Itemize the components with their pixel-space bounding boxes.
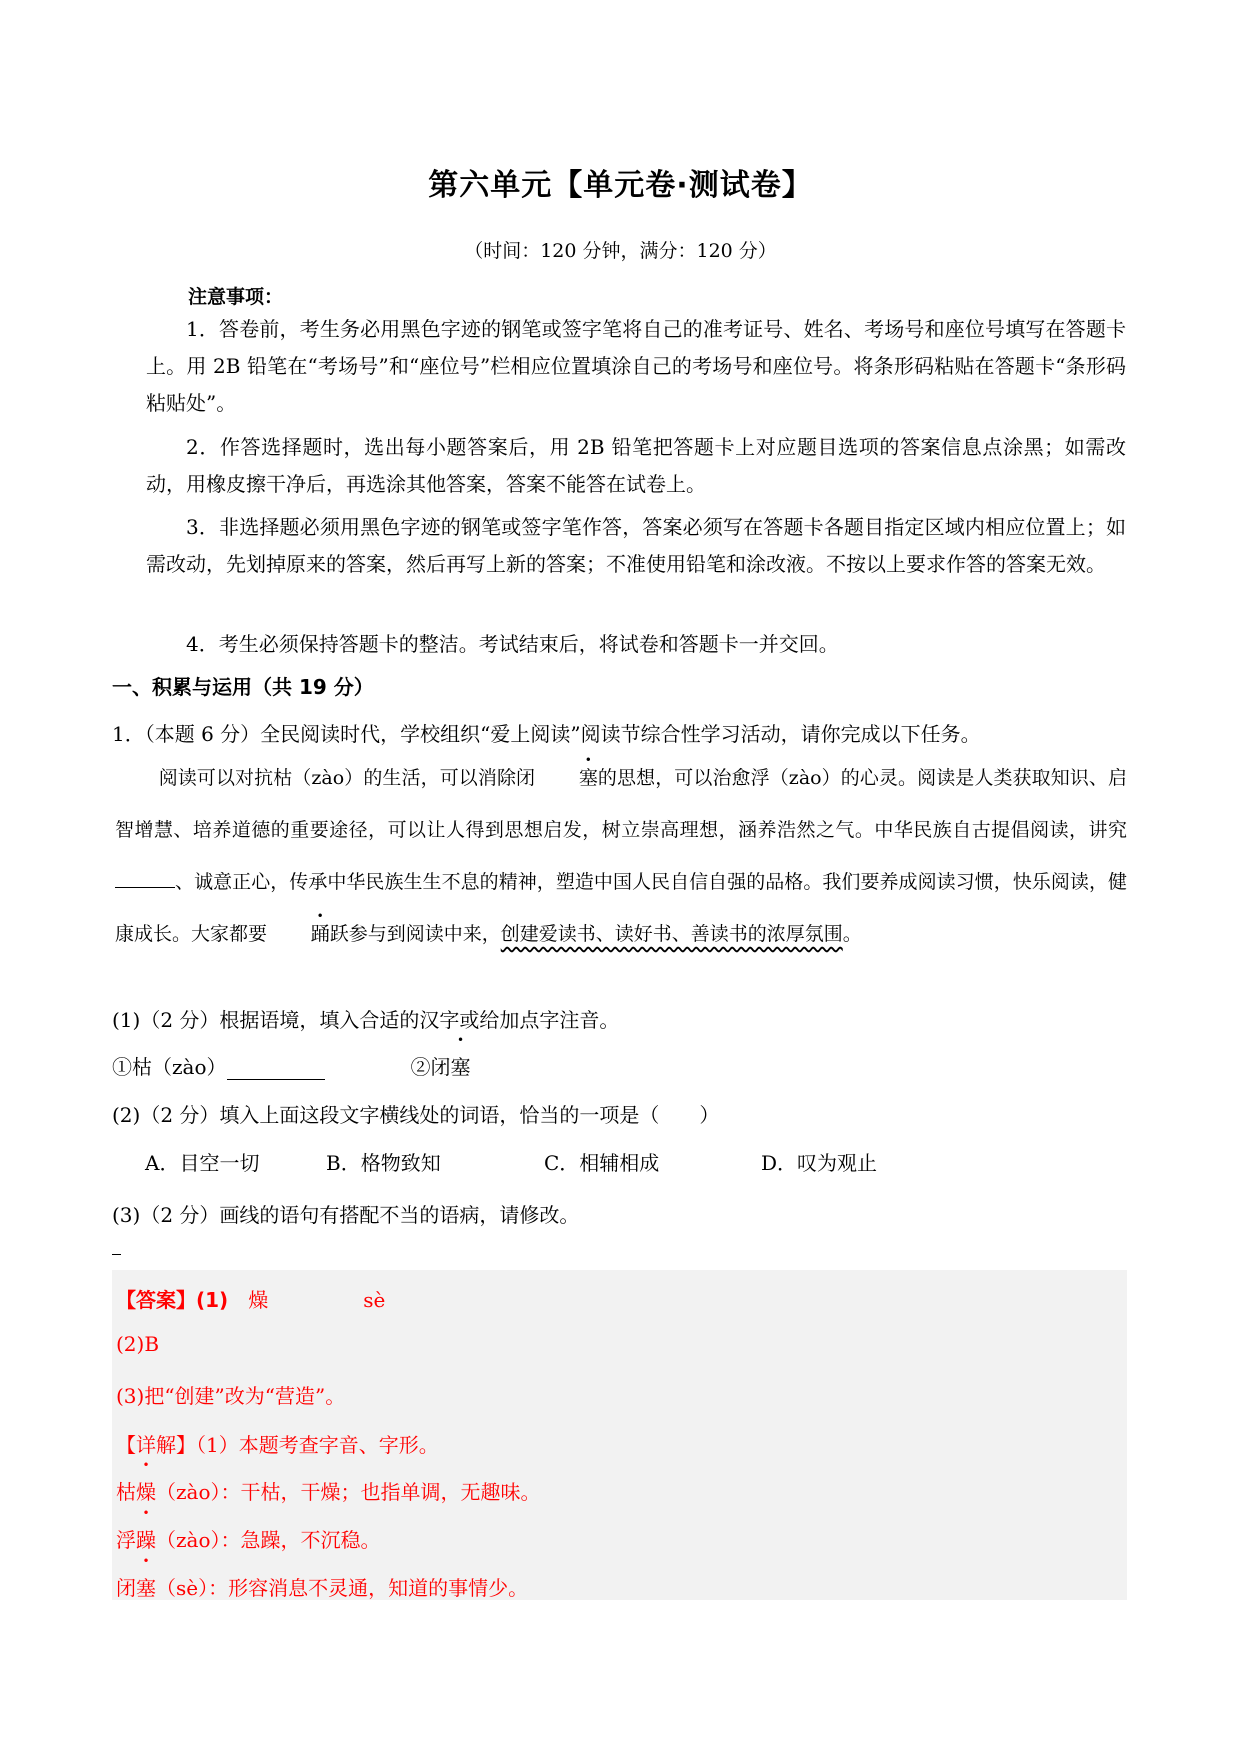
answer-label: 【答案】	[116, 1288, 196, 1312]
question-1-stem: 1．（本题 6 分）全民阅读时代，学校组织“爱上阅读”阅读节综合性学习活动，请你完成以下任务。	[112, 722, 981, 746]
dotted-char: 躁	[136, 1528, 156, 1552]
entry-text: （zào）：急躁，不沉稳。	[156, 1528, 381, 1552]
answer-line-3: (3)把“创建”改为“营造”。	[116, 1384, 346, 1408]
answer-line-1	[116, 1284, 385, 1313]
detail-entry	[116, 1572, 528, 1601]
passage-text: 、诚意正心，传承中华民族生生不息的精神，塑造中国人民自信自强的品格。我们要养成阅读习惯，快乐阅读，健康成长。大家都要	[115, 871, 1127, 945]
choice-a: A．目空一切	[145, 1151, 260, 1175]
detail-line	[116, 1429, 439, 1458]
entry-char: 浮	[116, 1528, 136, 1552]
divider-mark	[112, 1254, 121, 1255]
exam-time-info: （时间：120 分钟，满分：120 分）	[464, 240, 777, 262]
answer-number: (1)	[196, 1288, 229, 1312]
choice-b: B．格物致知	[326, 1151, 441, 1175]
detail-label: 【详解】	[116, 1433, 196, 1457]
notice-item-4: 4．考生必须保持答题卡的整洁。考试结束后，将试卷和答题卡一并交回。	[186, 632, 839, 656]
entry-char: 闭	[116, 1576, 136, 1600]
answer-line-2: (2)B	[116, 1332, 160, 1356]
notice-item-3: 3．非选择题必须用黑色字迹的钢笔或签字笔作答，答案必须写在答题卡各题目指定区域内相应位置上；如需改动，先划掉原来的答案，然后再写上新的答案；不准使用铅笔和涂改液。不按以上要求作答的答案无效。	[146, 515, 1126, 576]
detail-entry	[116, 1476, 541, 1505]
choice-list	[145, 1147, 1045, 1177]
notice-item-2: 2．作答选择题时，选出每小题答案后，用 2B 铅笔把答题卡上对应题目选项的答案信息点涂黑；如需改动，用橡皮擦干净后，再选涂其他答案，答案不能答在试卷上。	[146, 435, 1126, 496]
section-heading: 一、积累与运用（共 19 分）	[112, 675, 374, 699]
dotted-char: 燥	[136, 1480, 156, 1504]
passage-text: 阅读可以对抗枯（zào）的生活，可以消除闭	[158, 767, 536, 789]
notice-heading: 注意事项：	[188, 286, 284, 308]
dotted-char: 塞	[136, 1576, 156, 1600]
dotted-char: 塞	[450, 1055, 471, 1079]
passage-text: 跃参与到阅读中来，	[329, 923, 501, 945]
answer-value: 燥	[248, 1288, 269, 1312]
entry-text: （zào）：干枯，干燥；也指单调，无趣味。	[156, 1480, 541, 1504]
entry-text: （sè）：形容消息不灵通，知道的事情少。	[156, 1576, 529, 1600]
notice-item-1: 1．答卷前，考生务必用黑色字迹的钢笔或签字笔将自己的准考证号、姓名、考场号和座位号填写在答题卡上。用 2B 铅笔在“考场号”和“座位号”栏相应位置填涂自己的考场号和座位号。将条形码粘贴在答题卡“条形码粘贴处”。	[146, 317, 1126, 415]
subquestion-1: (1)（2 分）根据语境，填入合适的汉字或给加点字注音。	[112, 1008, 620, 1032]
detail-entry	[116, 1524, 381, 1553]
reading-passage	[115, 752, 1127, 960]
choice-c: C．相辅相成	[544, 1151, 660, 1175]
fill-blank	[115, 886, 175, 888]
subquestion-1-items	[112, 1051, 471, 1080]
entry-char: 枯	[116, 1480, 136, 1504]
answer-blank	[227, 1057, 325, 1080]
subquestion-2: (2)（2 分）填入上面这段文字横线处的词语，恰当的一项是（ ）	[112, 1103, 720, 1127]
page-title: 第六单元【单元卷·测试卷】	[428, 168, 813, 203]
detail-text: （1）本题考查字音、字形。	[196, 1433, 439, 1457]
passage-text: 的思想，可以治愈浮（zào）的心灵。阅读是人类获取知识、启智增慧、培养道德的重要途径，可以让人得到思想启发，树立崇高理想，涵养浩然之气。中华民族自古提倡阅读，讲究	[115, 767, 1127, 841]
dotted-char: 踊	[310, 923, 330, 945]
item-1-label: ①枯（zào）	[112, 1055, 227, 1079]
choice-d: D．叹为观止	[761, 1151, 878, 1175]
underlined-sentence: 创建爱读书、读好书、善读书的浓厚氛围	[500, 923, 843, 945]
subquestion-3: (3)（2 分）画线的语句有搭配不当的语病，请修改。	[112, 1203, 580, 1227]
dotted-char: 塞	[578, 767, 598, 789]
answer-value: sè	[363, 1288, 386, 1312]
passage-text: 。	[842, 923, 862, 945]
item-2-label: ②闭	[410, 1055, 451, 1079]
